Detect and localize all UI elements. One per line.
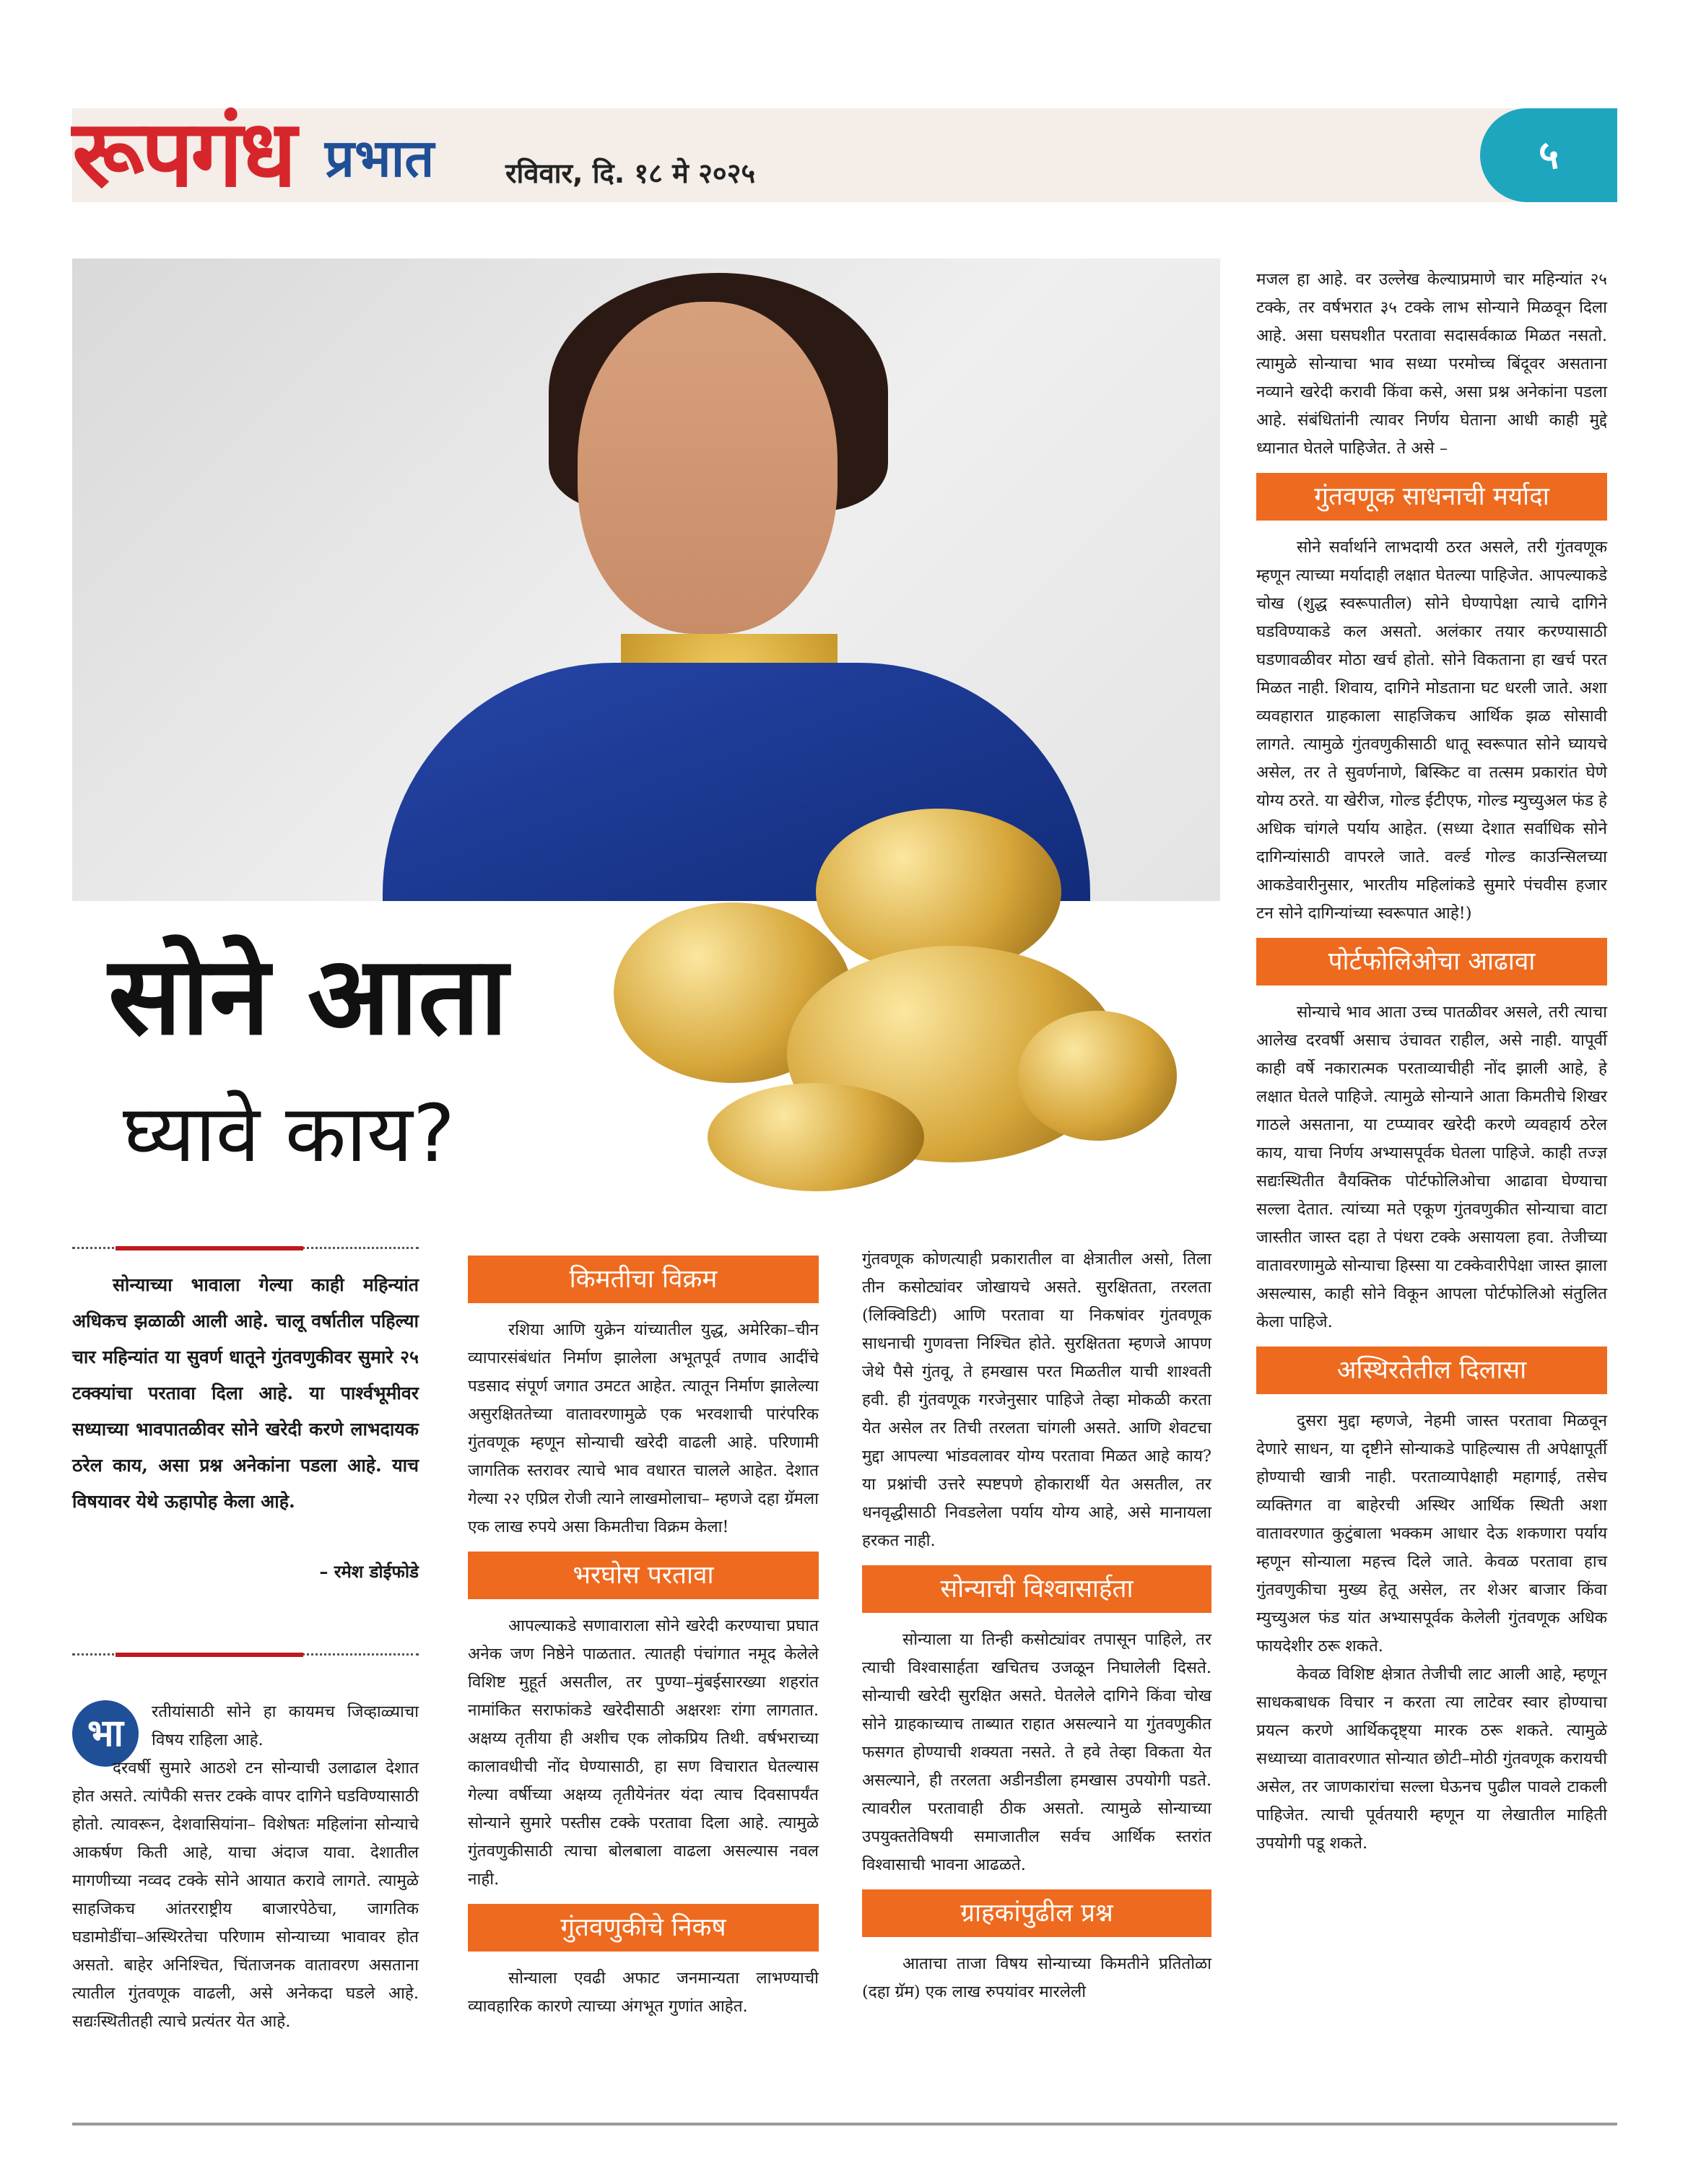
- section-heading: भरघोस परतावा: [468, 1552, 819, 1599]
- footer-rule: [72, 2123, 1617, 2126]
- intro-standfirst: [72, 1267, 419, 1520]
- intro-top-rule: [72, 1247, 419, 1252]
- section-heading: पोर्टफोलिओचा आढावा: [1256, 938, 1607, 986]
- section-heading: अस्थिरतेतील दिलासा: [1256, 1346, 1607, 1394]
- section-text: सोने सर्वार्थाने लाभदायी ठरत असले, तरी गुंतवणूक म्हणून त्याच्या मर्यादाही लक्षात घेतल्या पाहिजेत. आपल्याकडे चोख (शुद्ध स्वरूपातील) सोने घेण्यापेक्षा त्याचे दागिने घडविण्याकडे कल असतो. अलंकार तयार करण्यासाठी घडणावळीवर मोठा खर्च होतो. सोने विकताना हा खर्च परत मिळत नाही. शिवाय, दागिने मोडताना घट धरली जाते. अशा व्यवहारात ग्राहकाला साहजिकच आर्थिक झळ सोसावी लागते. त्यामुळे गुंतवणुकीसाठी धातू स्वरूपात सोने घ्यायचे असेल, तर ते सुवर्णनाणे, बिस्किट वा तत्सम प्रकारांत घेणे योग्य ठरते. या खेरीज, गोल्ड ईटीएफ, गोल्ड म्युच्युअल फंड हे अधिक चांगले पर्याय आहेत. (सध्या देशात सर्वाधिक सोने दागिन्यांसाठी वापरले जाते. वर्ल्ड गोल्ड काउन्सिलच्या आकडेवारीनुसार, भारतीय महिलांकडे सुमारे पंचवीस हजार टन सोने दागिन्यांच्या स्वरूपात आहे!): [1256, 538, 1607, 923]
- page-number: ५: [1480, 108, 1617, 202]
- section-text: केवळ विशिष्ट क्षेत्रात तेजीची लाट आली आहे, म्हणून साधकबाधक विचार न करता त्या लाटेवर स्वार होण्याचा प्रयत्न करणे आर्थिकदृष्ट्या मारक ठरू शकते. त्यामुळे सध्याच्या वातावरणात सोन्यात छोटी–मोठी गुंतवणूक करायची असेल, तर जाणकारांचा सल्ला घेऊनच पुढील पावले टाकली पाहिजेत. त्याची पूर्वतयारी म्हणून या लेखातील माहिती उपयोगी पडू शकते.: [1256, 1665, 1607, 1853]
- col4-para-1: मजल हा आहे. वर उल्लेख केल्याप्रमाणे चार महिन्यांत २५ टक्के, तर वर्षभरात ३५ टक्के लाभ सोन्याने मिळवून दिला आहे. असा घसघशीत परतावा सदासर्वकाळ मिळत नसतो. त्यामुळे सोन्याचा भाव सध्या परमोच्च बिंदूवर असताना नव्याने खरेदी करावी किंवा कसे, असा प्रश्न अनेकांना पडला आहे. संबंधितांनी त्यावर निर्णय घेताना आधी काही मुद्दे ध्यानात घेतले पाहिजेत. ते असे –: [1256, 270, 1607, 458]
- section-text: आपल्याकडे सणावाराला सोने खरेदी करण्याचा प्रघात अनेक जण निष्ठेने पाळतात. त्यातही पंचांगात नमूद केलेले विशिष्ट मुहूर्त असतील, तर पुण्या–मुंबईसारख्या शहरांत नामांकित सराफांकडे खरेदीसाठी अक्षरशः रांगा लागतात. अक्षय्य तृतीया ही अशीच एक लोकप्रिय तिथी. वर्षभराच्या कालावधीची नोंद घेण्यासाठी, हा सण विचारात घेतल्यास गेल्या वर्षीच्या अक्षय्य तृतीयेनंतर यंदा त्याच दिवसापर्यंत सोन्याने सुमारे पस्तीस टक्के परतावा दिला आहे. त्यामुळे गुंतवणुकीसाठी त्याचा बोलबाला वाढला असल्यास नवल नाही.: [468, 1617, 819, 1889]
- col3-para-1: गुंतवणूक कोणत्याही प्रकारातील वा क्षेत्रातील असो, तिला तीन कसोट्यांवर जोखायचे असते. सुरक्षितता, तरलता (लिक्विडिटी) आणि परतावा या निकषांवर गुंतवणूक साधनाची गुणवत्ता निश्चित होते. सुरक्षितता म्हणजे आपण जेथे पैसे गुंतवू, ते हमखास परत मिळतील याची शाश्वती हवी. ही गुंतवणूक गरजेनुसार पाहिजे तेव्हा मोकळी करता येत असेल तर तिची तरलता चांगली असते. आणि शेवटचा मुद्दा आपल्या भांडवलावर योग्य परतावा मिळत आहे काय? या प्रश्नांची उत्तरे स्पष्टपणे होकारार्थी येत असतील, तर धनवृद्धीसाठी निवडलेला पर्याय योग्य आहे, असे मानायला हरकत नाही.: [862, 1250, 1211, 1550]
- supplement-logo: रूपगंध: [72, 100, 294, 208]
- column-1: [72, 1698, 419, 2036]
- headline-line-2: घ्यावे काय?: [123, 1087, 456, 1180]
- section-text: सोन्याला या तिन्ही कसोट्यांवर तपासून पाहिले, तर त्याची विश्वासार्हता खचितच उजळून निघालेली दिसते. सोन्याची खरेदी सुरक्षित असते. घेतलेले दागिने किंवा चोख सोने ग्राहकाच्याच ताब्यात राहात असल्याने या गुंतवणुकीत फसगत होण्याची शक्यता नसते. ते हवे तेव्हा विकता येत असल्याने, ही तरलता अडीनडीला हमखास उपयोगी पडते. त्यावरील परतावाही ठीक असतो. त्यामुळे सोन्याच्या उपयुक्ततेविषयी समाजातील सर्वच आर्थिक स्तरांत विश्वासाची भावना आढळते.: [862, 1630, 1211, 1874]
- section-text: दुसरा मुद्दा म्हणजे, नेहमी जास्त परतावा मिळवून देणारे साधन, या दृष्टीने सोन्याकडे पाहिल्यास ती अपेक्षापूर्ती होण्याची खात्री नाही. परताव्यापेक्षाही महागाई, तसेच व्यक्तिगत वा बाहेरची अस्थिर आर्थिक स्थिती अशा वातावरणात कुटुंबाला भक्कम आधार देऊ शकणारा पर्याय म्हणून सोन्याला महत्त्व दिले जाते. केवळ परतावा हाच गुंतवणुकीचा मुख्य हेतू असेल, तर शेअर बाजार किंवा म्युच्युअल फंड यांत अभ्यासपूर्वक केलेली गुंतवणूक अधिक फायदेशीर ठरू शकते.: [1256, 1411, 1607, 1656]
- section-text: सोन्याचे भाव आता उच्च पातळीवर असले, तरी त्याचा आलेख दरवर्षी असाच उंचावत राहील, असे नाही. यापूर्वी काही वर्षे नकारात्मक परताव्याचीही नोंद झाली आहे, हे लक्षात घेतले पाहिजे. त्यामुळे सोन्याने आता किमतीचे शिखर गाठले असताना, या टप्प्यावर खरेदी करणे व्यवहार्य ठरेल काय, याचा निर्णय अभ्यासपूर्वक घेतला पाहिजे. काही तज्ज्ञ सद्यःस्थितीत वैयक्तिक पोर्टफोलिओचा आढावा घेण्याचा सल्ला देतात. त्यांच्या मते एकूण गुंतवणुकीत सोन्याचा वाटा जास्तीत जास्त दहा ते पंधरा टक्के असायला हवा. तेजीच्या वातावरणामुळे सोन्याचा हिस्सा या टक्केवारीपेक्षा जास्त झाला असल्यास, काही सोने विकून आपला पोर्टफोलिओ संतुलित केला पाहिजे.: [1256, 1003, 1607, 1331]
- section-heading: ग्राहकांपुढील प्रश्न: [862, 1889, 1211, 1937]
- section-text: आताचा ताजा विषय सोन्याच्या किमतीने प्रतितोळा (दहा ग्रॅम) एक लाख रुपयांवर मारलेली: [862, 1954, 1211, 2001]
- column-4: [1256, 266, 1607, 1858]
- col1-para-1: रतीयांसाठी सोने हा कायमच जिव्हाळ्याचा विषय राहिला आहे.: [152, 1702, 419, 1749]
- section-text: सोन्याला एवढी अफाट जनमान्यता लाभण्याची व्यावहारिक कारणे त्याच्या अंगभूत गुणांत आहेत.: [468, 1969, 819, 2016]
- column-3: [862, 1245, 1211, 2006]
- issue-date: रविवार, दि. १८ मे २०२५: [505, 157, 756, 189]
- section-heading: गुंतवणूक साधनाची मर्यादा: [1256, 473, 1607, 521]
- face-shape: [578, 302, 838, 634]
- headline-line-1: सोने आता: [108, 934, 508, 1059]
- section-heading: सोन्याची विश्वासार्हता: [862, 1565, 1211, 1613]
- header-band: [72, 100, 1603, 208]
- intro-text: सोन्याच्या भावाला गेल्या काही महिन्यांत अधिकच झळाळी आली आहे. चालू वर्षातील पहिल्या चार महिन्यांत या सुवर्ण धातूने गुंतवणुकीवर सुमारे २५ टक्क्यांचा परतावा दिला आहे. या पार्श्वभूमीवर सध्याच्या भावपातळीवर सोने खरेदी करणे लाभदायक ठरेल काय, असा प्रश्न अनेकांना पडला आहे. याच विषयावर येथे ऊहापोह केला आहे.: [72, 1274, 419, 1512]
- section-text: रशिया आणि युक्रेन यांच्यातील युद्ध, अमेरिका–चीन व्यापारसंबंधांत निर्माण झालेला अभूतपूर्व तणाव आदींचे पडसाद संपूर्ण जगात उमटत आहेत. त्यातून निर्माण झालेल्या असुरक्षिततेच्या वातावरणामुळे एक भरवशाची पारंपरिक गुंतवणूक म्हणून सोन्याची खरेदी वाढली आहे. परिणामी जागतिक स्तरावर त्याचे भाव वधारत चालले आहेत. देशात गेल्या २२ एप्रिल रोजी त्याने लाखमोलाचा– म्हणजे दहा ग्रॅमला एक लाख रुपये असा किमतीचा विक्रम केला!: [468, 1321, 819, 1536]
- intro-bottom-rule: [72, 1653, 419, 1658]
- newspaper-logo: प्रभात: [325, 128, 435, 188]
- section-heading: किमतीचा विक्रम: [468, 1256, 819, 1303]
- column-2: [468, 1245, 819, 2021]
- section-heading: गुंतवणुकीचे निकष: [468, 1904, 819, 1952]
- col1-para-2: दरवर्षी सुमारे आठशे टन सोन्याची उलाढाल देशात होत असते. त्यांपैकी सत्तर टक्के वापर दागिने घडविण्यासाठी होतो. त्यावरून, देशवासियांना– विशेषतः महिलांना सोन्याचे आकर्षण किती आहे, याचा अंदाज यावा. देशातील मागणीच्या नव्वद टक्के सोने आयात करावे लागते. त्यामुळे साहजिकच आंतरराष्ट्रीय बाजारपेठेचा, जागतिक घडामोडींचा–अस्थिरतेचा परिणाम सोन्याच्या भावावर होत असतो. बाहेर अनिश्चित, चिंताजनक वातावरण असताना त्यातील गुंतवणूक वाढली, असे अनेकदा घडले आहे. सद्यःस्थितीतही त्याचे प्रत्यंतर येत आहे.: [72, 1759, 419, 2031]
- author-byline: – रमेश डोईफोडे: [319, 1561, 419, 1582]
- gold-jewellery-photo: [614, 780, 1220, 1198]
- drop-cap: भा: [72, 1700, 139, 1767]
